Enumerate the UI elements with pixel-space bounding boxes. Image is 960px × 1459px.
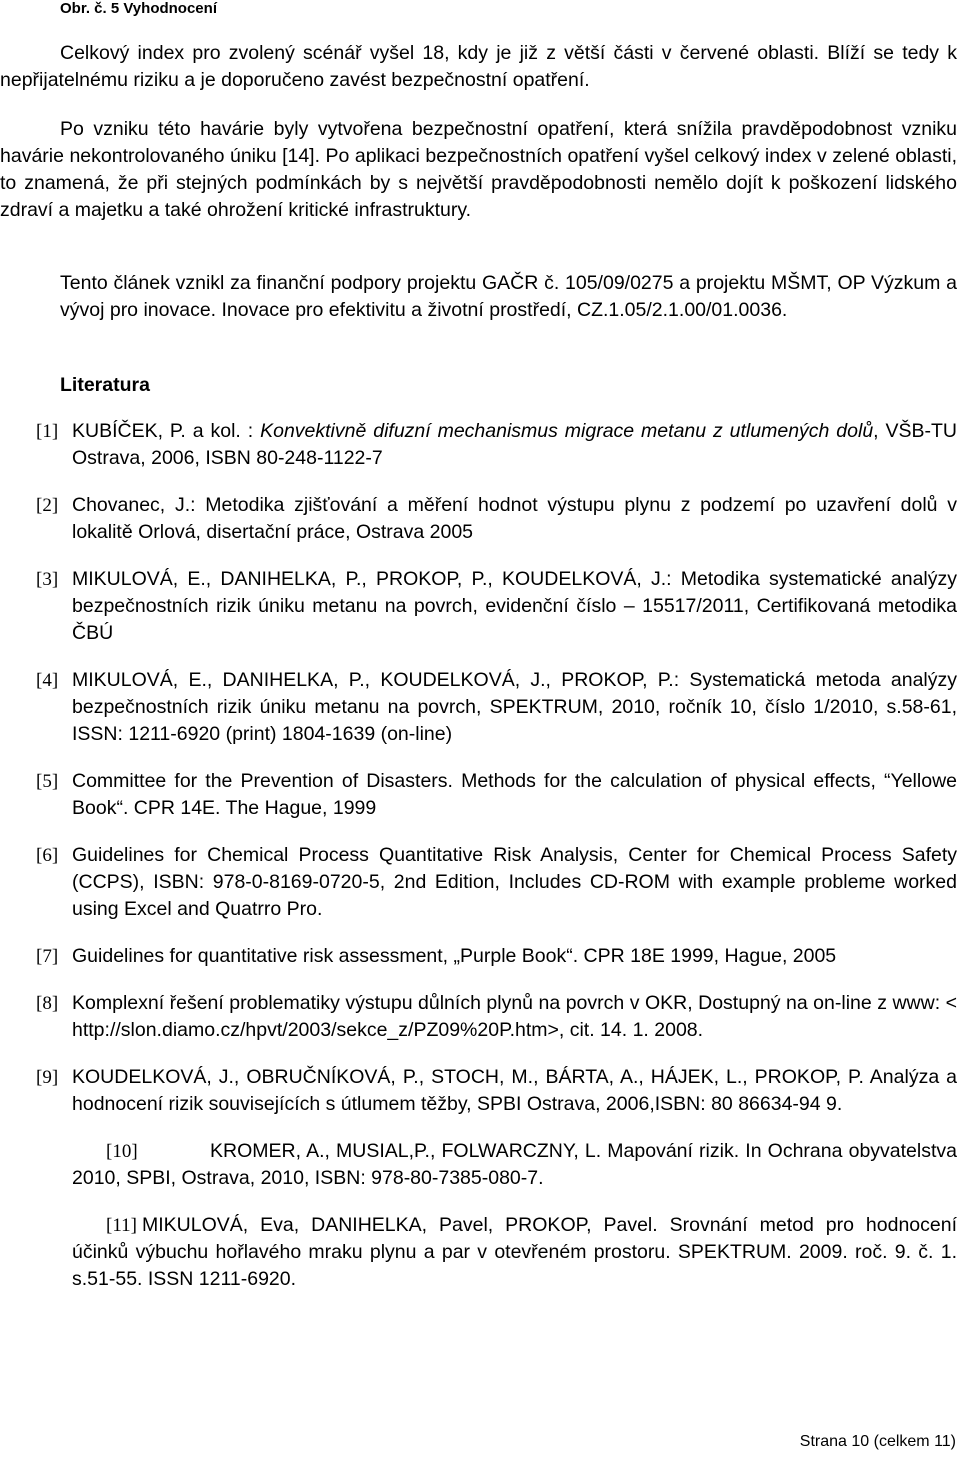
reference-text: Guidelines for quantitative risk assessment, „Purple Book“. CPR 18E 1999, Hague, 2005 (72, 945, 837, 967)
reference-item (36, 842, 957, 923)
reference-text: Chovanec, J.: Metodika zjišťování a měření hodnot výstupu plynu z podzemí po uzavření dolů v lokalitě Orlová, disertační práce, Ostrava 2005 (72, 494, 957, 543)
reference-item (36, 667, 957, 748)
reference-number: [1] (36, 421, 59, 442)
reference-number: [9] (36, 1067, 59, 1088)
paragraph-evaluation: Celkový index pro zvolený scénář vyšel 18, kdy je již z větší části v červené oblasti. Blíží se tedy k nepřijatelnému riziku a je doporučeno zavést bezpečnostní opatření. (0, 42, 957, 91)
reference-text: KOUDELKOVÁ, J., OBRUČNÍKOVÁ, P., STOCH, M., BÁRTA, A., HÁJEK, L., PROKOP, P. Analýza a hodnocení rizik souvisejících s útlumem těžby, SPBI Ostrava, 2006,ISBN: 80 86634-94 9. (72, 1066, 957, 1115)
reference-text: Komplexní řešení problematiky výstupu důlních plynů na povrch v OKR, Dostupný na on-line z www: < http://slon.diamo.cz/hpvt/2003/sekce_z/PZ09%20P.htm>, cit. 14. 1. 2008. (72, 992, 957, 1041)
reference-item (36, 990, 957, 1044)
paragraph-measures: Po vzniku této havárie byly vytvořena bezpečnostní opatření, která snížila pravděpodobnost vzniku havárie nekontrolovaného úniku [14]. Po aplikaci bezpečnostních opatření vyšel celkový index v zelené oblasti, to znamená, že při stejných podmínkách by s největší pravděpodobnosti nemělo dojít k poškození lidského zdraví a majetku a také ohrožení kritické infrastruktury. (0, 118, 957, 221)
reference-number: [6] (36, 845, 59, 866)
reference-text: MIKULOVÁ, Eva, DANIHELKA, Pavel, PROKOP, Pavel. Srovnání metod pro hodnocení účinků výbuchu hořlavého mraku plynu a par v otevřeném prostoru. SPEKTRUM. 2009. roč. 9. č. 1. s.51-55. ISSN 1211-6920. (72, 1214, 957, 1290)
reference-number: [7] (36, 946, 59, 967)
reference-authors: KUBÍČEK, P. a kol. : (72, 420, 261, 442)
reference-item (36, 1138, 957, 1192)
reference-title: Konvektivně difuzní mechanismus migrace metanu z utlumených dolů (260, 420, 874, 442)
reference-text: KROMER, A., MUSIAL,P., FOLWARCZNY, L. Mapování rizik. In Ochrana obyvatelstva 2010, SPBI, Ostrava, 2010, ISBN: 978-80-7385-080-7. (72, 1140, 957, 1189)
page-number: Strana 10 (celkem 11) (799, 1433, 956, 1450)
reference-number: [10] (106, 1141, 138, 1162)
reference-number: [11] (106, 1215, 137, 1236)
reference-number: [3] (36, 569, 59, 590)
reference-number: [8] (36, 993, 59, 1014)
reference-text: Guidelines for Chemical Process Quantitative Risk Analysis, Center for Chemical Process Safety (CCPS), ISBN: 978-0-8169-0720-5, 2nd Edition, Includes CD-ROM with example probleme worked using Excel and Quatrro Pro. (72, 844, 957, 920)
reference-number: [5] (36, 771, 59, 792)
reference-text: Committee for the Prevention of Disasters. Methods for the calculation of physical effects, “Yellowe Book“. CPR 14E. The Hague, 1999 (72, 770, 957, 819)
reference-publisher: , VŠB-TU Ostrava, 2006, ISBN 80-248-1122-7 (72, 420, 958, 469)
figure-caption: Obr. č. 5 Vyhodnocení (60, 0, 217, 17)
acknowledgement: Tento článek vznikl za finanční podpory projektu GAČR č. 105/09/0275 a projektu MŠMT, OP Výzkum a vývoj pro inovace. Inovace pro efektivitu a životní prostředí, CZ.1.05/2.1.00/01.0036. (60, 272, 957, 321)
reference-number: [4] (36, 670, 59, 691)
reference-item (36, 492, 957, 546)
reference-item (36, 768, 957, 822)
reference-item (36, 418, 957, 472)
reference-item (36, 1064, 957, 1118)
reference-item (36, 1212, 957, 1293)
reference-list (36, 418, 957, 1313)
reference-text: MIKULOVÁ, E., DANIHELKA, P., PROKOP, P., KOUDELKOVÁ, J.: Metodika systematické analýzy bezpečnostních rizik úniku metanu na povrch, evidenční číslo – 15517/2011, Certifikovaná metodika ČBÚ (72, 568, 957, 644)
reference-text: MIKULOVÁ, E., DANIHELKA, P., KOUDELKOVÁ, J., PROKOP, P.: Systematická metoda analýzy bezpečnostních rizik úniku metanu na povrch, SPEKTRUM, 2010, ročník 10, číslo 1/2010, s.58-61, ISSN: 1211-6920 (print) 1804-1639 (on-line) (72, 669, 957, 745)
reference-item (36, 566, 957, 647)
literature-heading: Literatura (60, 374, 150, 396)
reference-number: [2] (36, 495, 59, 516)
reference-item (36, 943, 957, 970)
